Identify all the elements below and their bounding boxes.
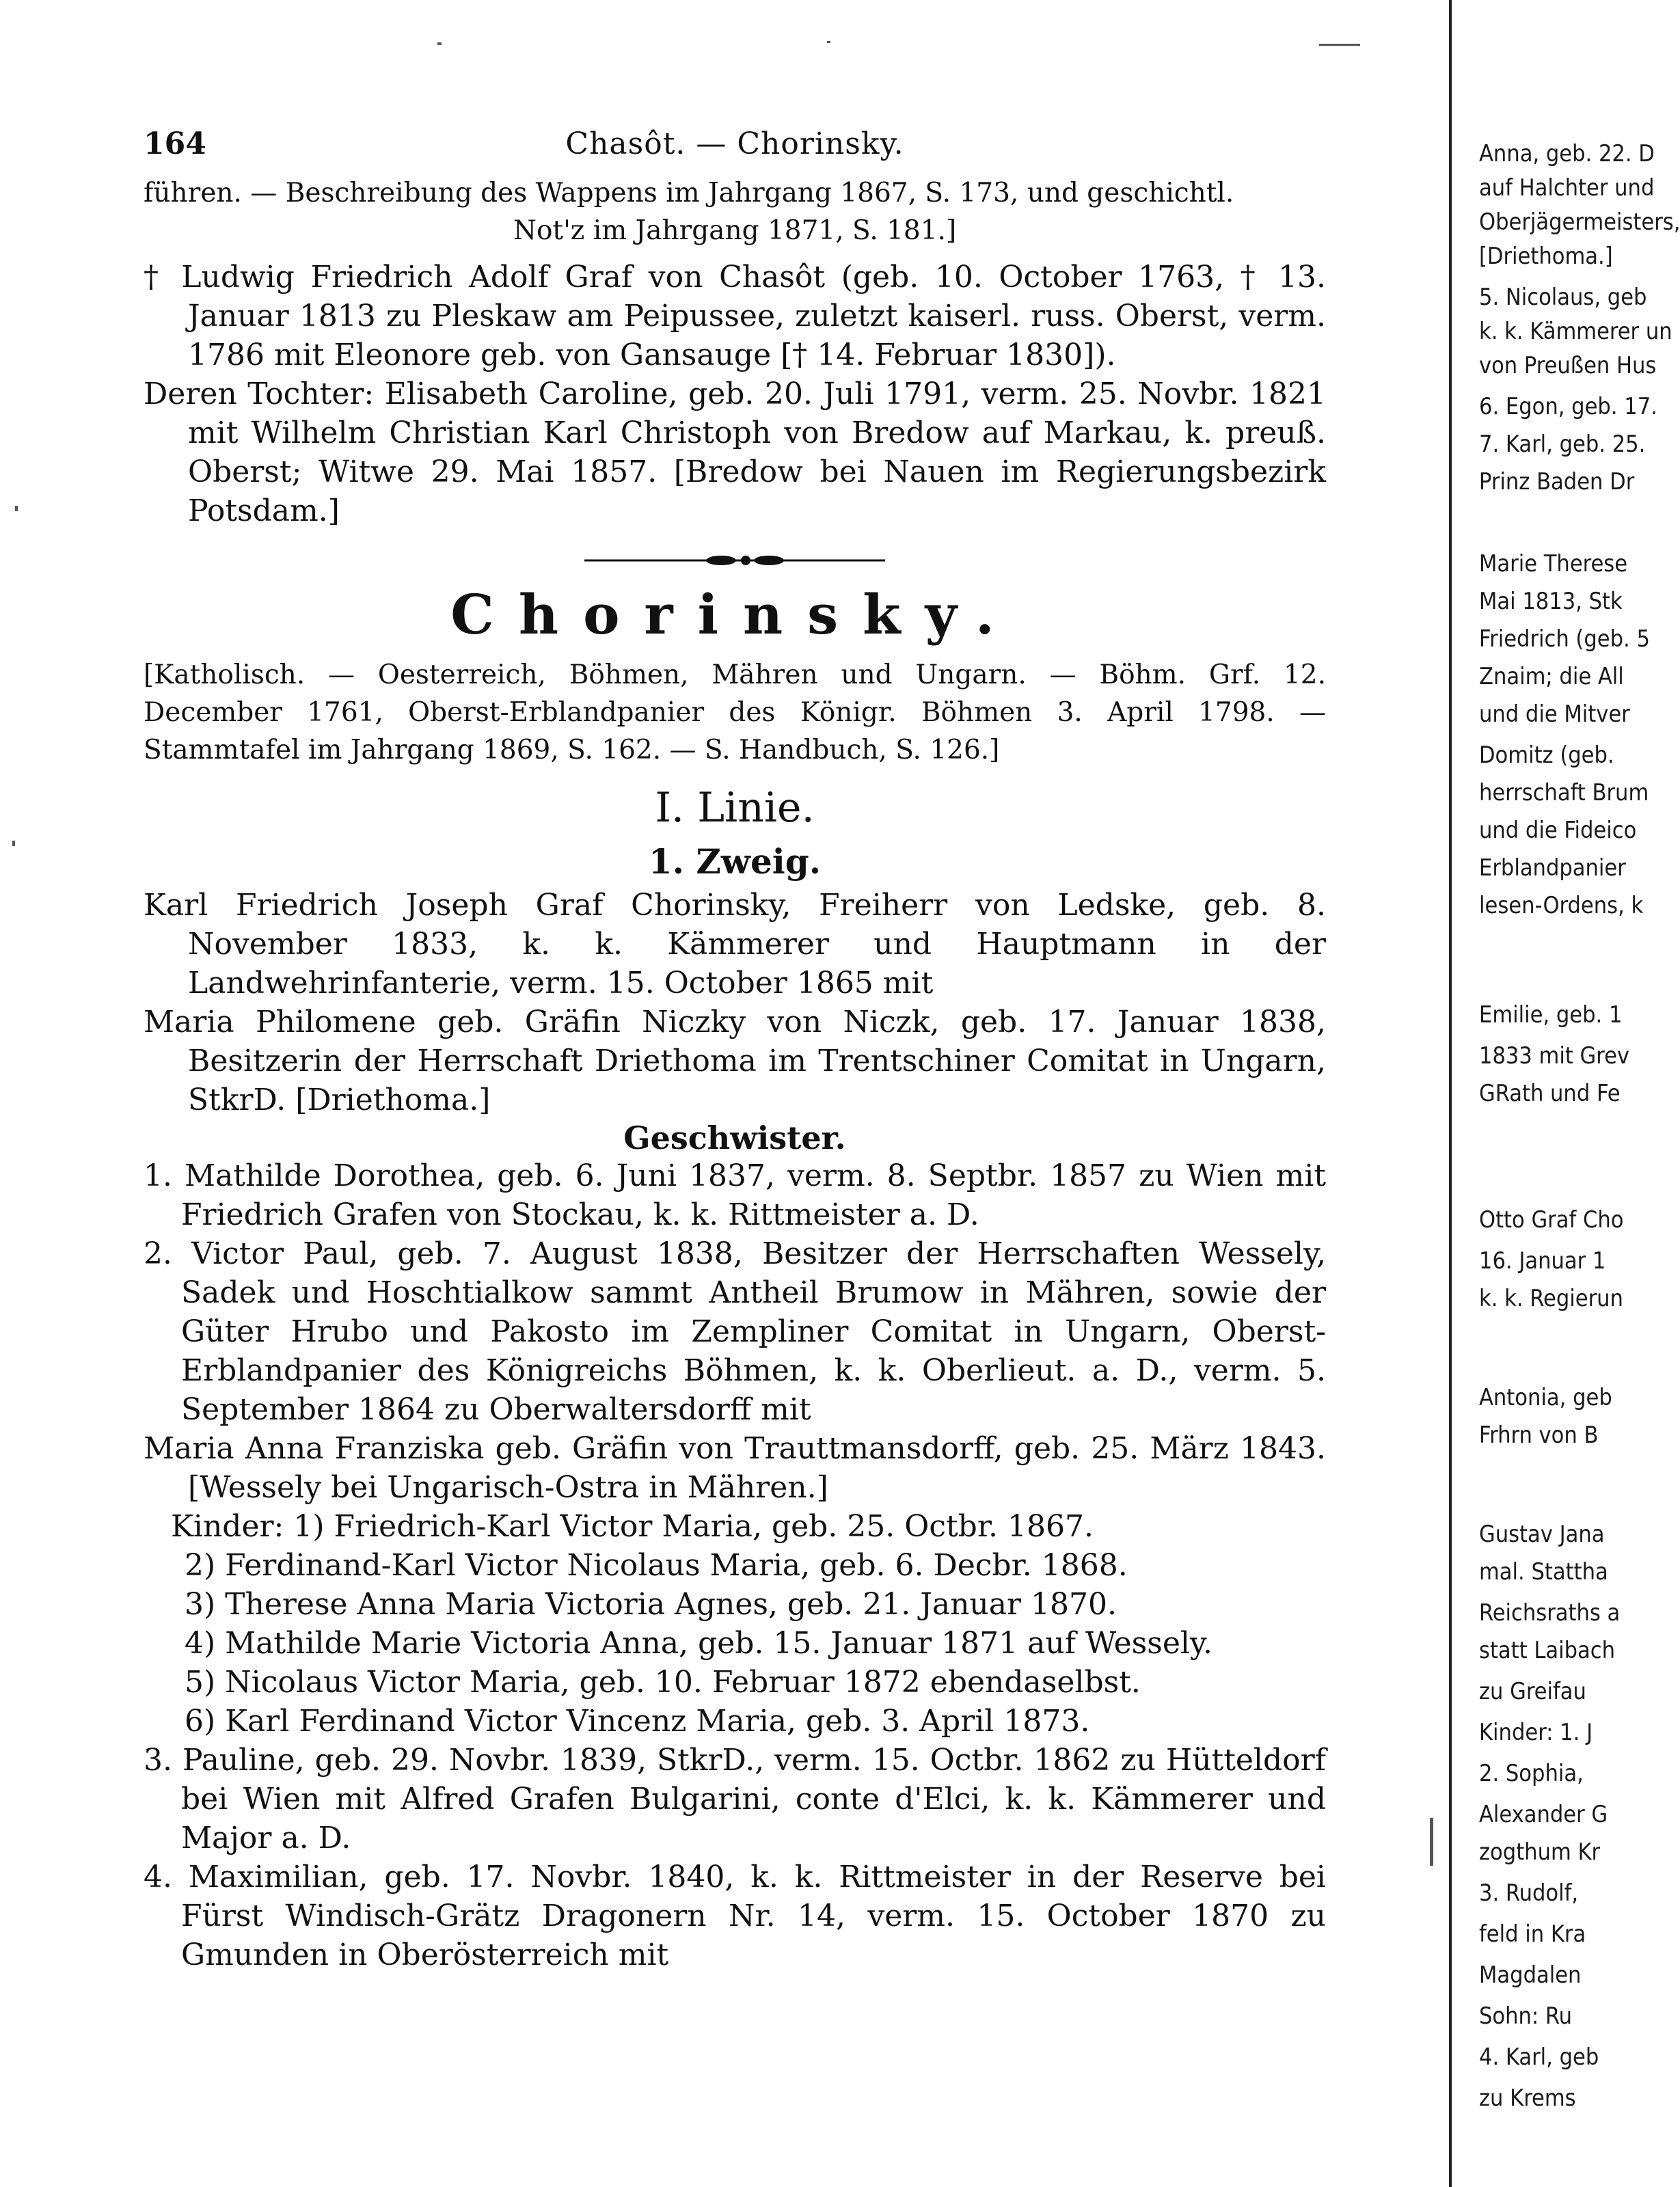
maria-entry: Maria Philomene geb. Gräfin Niczky von Niczk, geb. 17. Januar 1838, Besitzerin der Herrschaft Driethoma im Trentschiner Comitat in Ungarn, StkrD. [Driethoma.]: [144, 1005, 1326, 1117]
page-number: 164: [144, 126, 206, 161]
fragment-line: lesen-Ordens, k: [1479, 892, 1644, 919]
family-info: [Katholisch. — Oesterreich, Böhmen, Mähren und Ungarn. — Böhm. Grf. 12. December 1761, Oberst-Erblandpanier des Königr. Böhmen 3. April 1798. — Stammtafel im Jahrgang 1869, S. 162. — S. Handbuch, S. 126.]: [144, 660, 1326, 765]
sibling-number: 3.: [144, 1743, 172, 1778]
fragment-line: 3. Rudolf,: [1479, 1879, 1579, 1907]
sibling-text: Victor Paul, geb. 7. August 1838, Besitzer der Herrschaften Wessely, Sadek und Hoschtialkow sammt Antheil Brumow in Mähren, sowie der Güter Hrubo und Pakosto im Zempliner Comitat in Ungarn, Oberst-Erblandpanier des Königreichs Böhmen, k. k. Oberlieut. a. D., verm. 5. September 1864 zu Oberwaltersdorff mit: [181, 1236, 1326, 1427]
fragment-line: Gustav Jana: [1479, 1521, 1605, 1548]
fragment-line: GRath und Fe: [1479, 1080, 1621, 1107]
fragment-line: feld in Kra: [1479, 1920, 1586, 1948]
fragment-line: Sohn: Ru: [1479, 2002, 1573, 2030]
scan-speck: [437, 42, 442, 45]
fragment-line: [Driethoma.]: [1479, 243, 1613, 270]
fragment-line: k. k. Regierun: [1479, 1285, 1623, 1312]
running-header: [144, 120, 1326, 174]
child-entry: 5) Nicolaus Victor Maria, geb. 10. Februar 1872 ebendaselbst.: [185, 1665, 1141, 1700]
fragment-line: Kinder: 1. J: [1479, 1719, 1593, 1746]
fragment-line: 7. Karl, geb. 25.: [1479, 431, 1646, 458]
running-title: Chasôt. — Chorinsky.: [565, 126, 904, 161]
scan-speck: [1319, 44, 1360, 46]
fragment-line: 16. Januar 1: [1479, 1247, 1606, 1275]
fragment-line: Anna, geb. 22. D: [1479, 140, 1655, 167]
fragment-line: Reichsraths a: [1479, 1599, 1621, 1627]
fragment-line: zu Greifau: [1479, 1678, 1586, 1705]
sibling-entry: [144, 1234, 1326, 1429]
fragment-line: Marie Therese: [1479, 550, 1628, 578]
fragment-line: Magdalen: [1479, 1961, 1582, 1989]
fragment-line: 6. Egon, geb. 17.: [1479, 393, 1657, 420]
fragment-line: zogthum Kr: [1479, 1838, 1601, 1866]
top-note-line-2: Not'z im Jahrgang 1871, S. 181.]: [513, 215, 957, 246]
fragment-line: herrschaft Brum: [1479, 779, 1649, 806]
fragment-line: 4. Karl, geb: [1479, 2043, 1599, 2071]
sibling-number: 2.: [144, 1236, 172, 1271]
main-text-column: [144, 120, 1326, 1974]
ludwig-entry: † Ludwig Friedrich Adolf Graf von Chasôt (geb. 10. October 1763, † 13. Januar 1813 zu Pleskaw am Peipussee, zuletzt kaiserl. russ. Oberst, verm. 1786 mit Eleonore geb. von Gansauge [† 14. Februar 1830]).: [144, 260, 1326, 372]
sibling-entry: [144, 1858, 1326, 1974]
child-entry: 2) Ferdinand-Karl Victor Nicolaus Maria, geb. 6. Decbr. 1868.: [185, 1548, 1128, 1583]
fragment-line: von Preußen Hus: [1479, 352, 1657, 379]
adjacent-page-fragment: [1449, 0, 1680, 2187]
fragment-line: mal. Stattha: [1479, 1558, 1608, 1586]
fragment-line: Znaim; die All: [1479, 663, 1624, 690]
scan-speck: [1430, 1818, 1433, 1866]
fragment-line: Domitz (geb.: [1479, 742, 1614, 769]
sibling-text: Maximilian, geb. 17. Novbr. 1840, k. k. Rittmeister in der Reserve bei Fürst Windisch-Grätz Dragonern Nr. 14, verm. 15. October 1870 zu Gmunden in Oberösterreich mit: [181, 1860, 1326, 1972]
top-note-line-1: führen. — Beschreibung des Wappens im Jahrgang 1867, S. 173, und geschichtl.: [144, 178, 1234, 208]
scan-speck: [827, 41, 830, 43]
fragment-line: Otto Graf Cho: [1479, 1206, 1624, 1234]
fragment-line: k. k. Kämmerer un: [1479, 318, 1672, 345]
child-entry: Kinder: 1) Friedrich-Karl Victor Maria, geb. 25. Octbr. 1867.: [171, 1509, 1094, 1544]
scan-speck: [15, 506, 18, 511]
child-entry: 4) Mathilde Marie Victoria Anna, geb. 15. Januar 1871 auf Wessely.: [185, 1626, 1212, 1661]
fragment-line: 2. Sophia,: [1479, 1760, 1584, 1787]
sibling-entry: [144, 1156, 1326, 1234]
geschwister-heading: Geschwister.: [623, 1119, 846, 1156]
fragment-line: Alexander G: [1479, 1801, 1608, 1828]
fragment-line: Emilie, geb. 1: [1479, 1001, 1623, 1029]
tochter-entry: Deren Tochter: Elisabeth Caroline, geb. 20. Juli 1791, verm. 25. Novbr. 1821 mit Wilhelm Christian Karl Christoph von Bredow auf Markau, k. preuß. Oberst; Witwe 29. Mai 1857. [Bredow bei Nauen im Regierungsbezirk Potsdam.]: [144, 377, 1326, 528]
fragment-line: und die Fideico: [1479, 817, 1637, 844]
child-entry: 6) Karl Ferdinand Victor Vincenz Maria, geb. 3. April 1873.: [185, 1704, 1090, 1739]
fragment-line: Mai 1813, Stk: [1479, 588, 1623, 615]
sibling-number: 4.: [144, 1860, 172, 1894]
linie-heading: I. Linie.: [655, 784, 815, 832]
section-ornament: [584, 552, 885, 569]
fragment-line: auf Halchter und: [1479, 174, 1655, 202]
maria-anna-entry: Maria Anna Franziska geb. Gräfin von Trauttmansdorff, geb. 25. März 1843. [Wessely bei Ungarisch-Ostra in Mähren.]: [144, 1431, 1326, 1505]
fragment-line: Oberjägermeisters,: [1479, 208, 1680, 236]
fragment-line: Friedrich (geb. 5: [1479, 625, 1650, 653]
zweig-heading: 1. Zweig.: [648, 841, 822, 882]
fragment-line: Frhrn von B: [1479, 1422, 1599, 1449]
scan-speck: [12, 841, 15, 846]
fragment-line: Prinz Baden Dr: [1479, 468, 1635, 495]
fragment-line: 1833 mit Grev: [1479, 1042, 1629, 1070]
fragment-line: Antonia, geb: [1479, 1384, 1612, 1411]
child-entry: 3) Therese Anna Maria Victoria Agnes, geb. 21. Januar 1870.: [185, 1587, 1117, 1622]
sibling-text: Mathilde Dorothea, geb. 6. Juni 1837, verm. 8. Septbr. 1857 zu Wien mit Friedrich Grafen von Stockau, k. k. Rittmeister a. D.: [181, 1158, 1326, 1232]
fragment-line: Erblandpanier: [1479, 854, 1626, 882]
sibling-text: Pauline, geb. 29. Novbr. 1839, StkrD., verm. 15. Octbr. 1862 zu Hütteldorf bei Wien mit Alfred Grafen Bulgarini, conte d'Elci, k. k. Kämmerer und Major a. D.: [181, 1743, 1326, 1856]
sibling-number: 1.: [144, 1158, 172, 1193]
fragment-line: und die Mitver: [1479, 701, 1630, 728]
family-title: Chorinsky.: [450, 582, 1019, 647]
sibling-entry: [144, 1741, 1326, 1858]
fragment-line: 5. Nicolaus, geb: [1479, 284, 1647, 311]
karl-entry: Karl Friedrich Joseph Graf Chorinsky, Freiherr von Ledske, geb. 8. November 1833, k. k. Kämmerer und Hauptmann in der Landwehrinfanterie, verm. 15. October 1865 mit: [144, 888, 1326, 1001]
fragment-line: statt Laibach: [1479, 1637, 1616, 1664]
fragment-line: zu Krems: [1479, 2084, 1576, 2112]
